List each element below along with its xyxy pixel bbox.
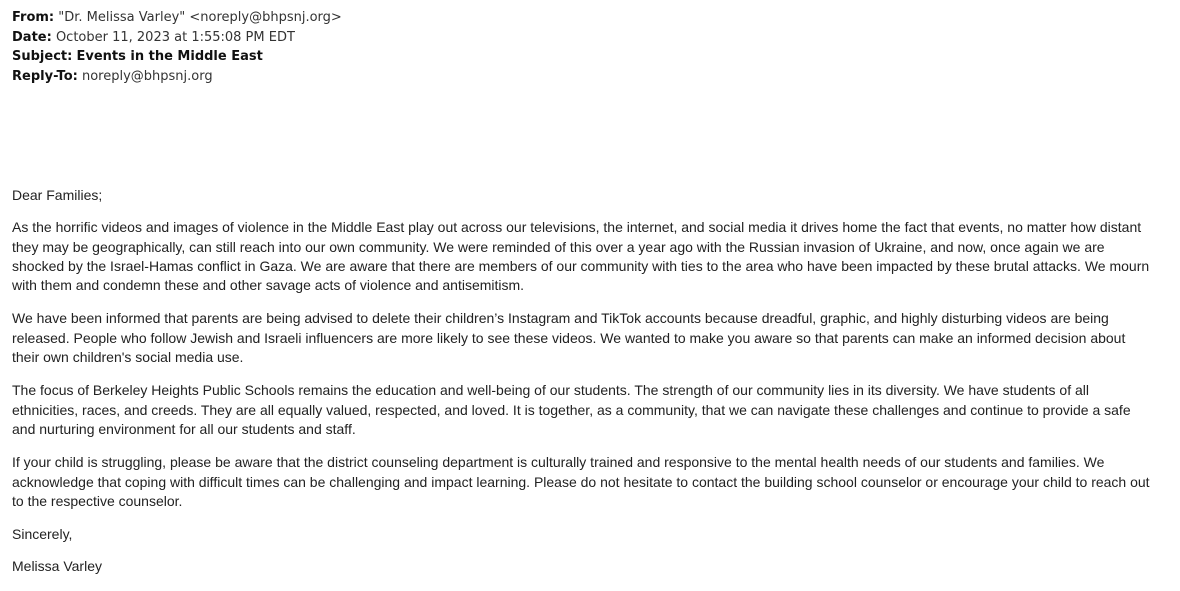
from-row — [12, 8, 342, 28]
date-value: October 11, 2023 at 1:55:08 PM EDT — [55, 29, 295, 45]
reply-to-row — [12, 67, 342, 87]
date-label: Date: — [12, 29, 52, 45]
date-row — [12, 28, 342, 48]
closing: Sincerely, — [12, 526, 73, 543]
body-paragraph-4: If your child is struggling, please be aware that the district counseling department is culturally trained and responsive to the mental health needs of our students and families. We acknowledge that coping with difficult times can be challenging and impact learning. Please do not hesitate to contact the building school counselor or encourage your child to reach out to the respective counselor. — [12, 454, 1150, 509]
subject-label: Subject: — [12, 49, 73, 64]
body-paragraph-1: As the horrific videos and images of violence in the Middle East play out across our televisions, the internet, and social media it drives home the fact that events, no matter how distant they may be geographically, can still reach into our own community. We were reminded of this over a year ago with the Russian invasion of Ukraine, and now, once again we are shocked by the Israel-Hamas conflict in Gaza. We are aware that there are members of our community with ties to the area who have been impacted by these brutal attacks. We mourn with them and condemn these and other savage acts of violence and antisemitism. — [12, 219, 1150, 294]
subject-row — [12, 47, 342, 67]
from-label: From: — [12, 10, 55, 25]
signature: Melissa Varley — [12, 558, 102, 575]
body-paragraph-3: The focus of Berkeley Heights Public Schools remains the education and well-being of our students. The strength of our community lies in its diversity. We have students of all ethnicities, races, and creeds. They are all equally valued, respected, and loved. It is together, as a community, that we can navigate these challenges and continue to provide a safe and nurturing environment for all our students and staff. — [12, 382, 1131, 437]
subject-value: Events in the Middle East — [76, 49, 263, 64]
from-value[interactable]: "Dr. Melissa Varley" <noreply@bhpsnj.org> — [58, 10, 342, 25]
message-body — [12, 186, 1152, 591]
reply-to-value[interactable]: noreply@bhpsnj.org — [81, 68, 213, 84]
email-headers — [12, 8, 342, 86]
body-paragraph-2: We have been informed that parents are being advised to delete their children’s Instagram and TikTok accounts because dreadful, graphic, and highly disturbing videos are being released. People who follow Jewish and Israeli influencers are more likely to see these videos. We wanted to make you aware so that parents can make an informed decision about their own children's social media use. — [12, 310, 1126, 366]
greeting: Dear Families; — [12, 187, 103, 203]
reply-to-label: Reply-To: — [12, 68, 78, 84]
